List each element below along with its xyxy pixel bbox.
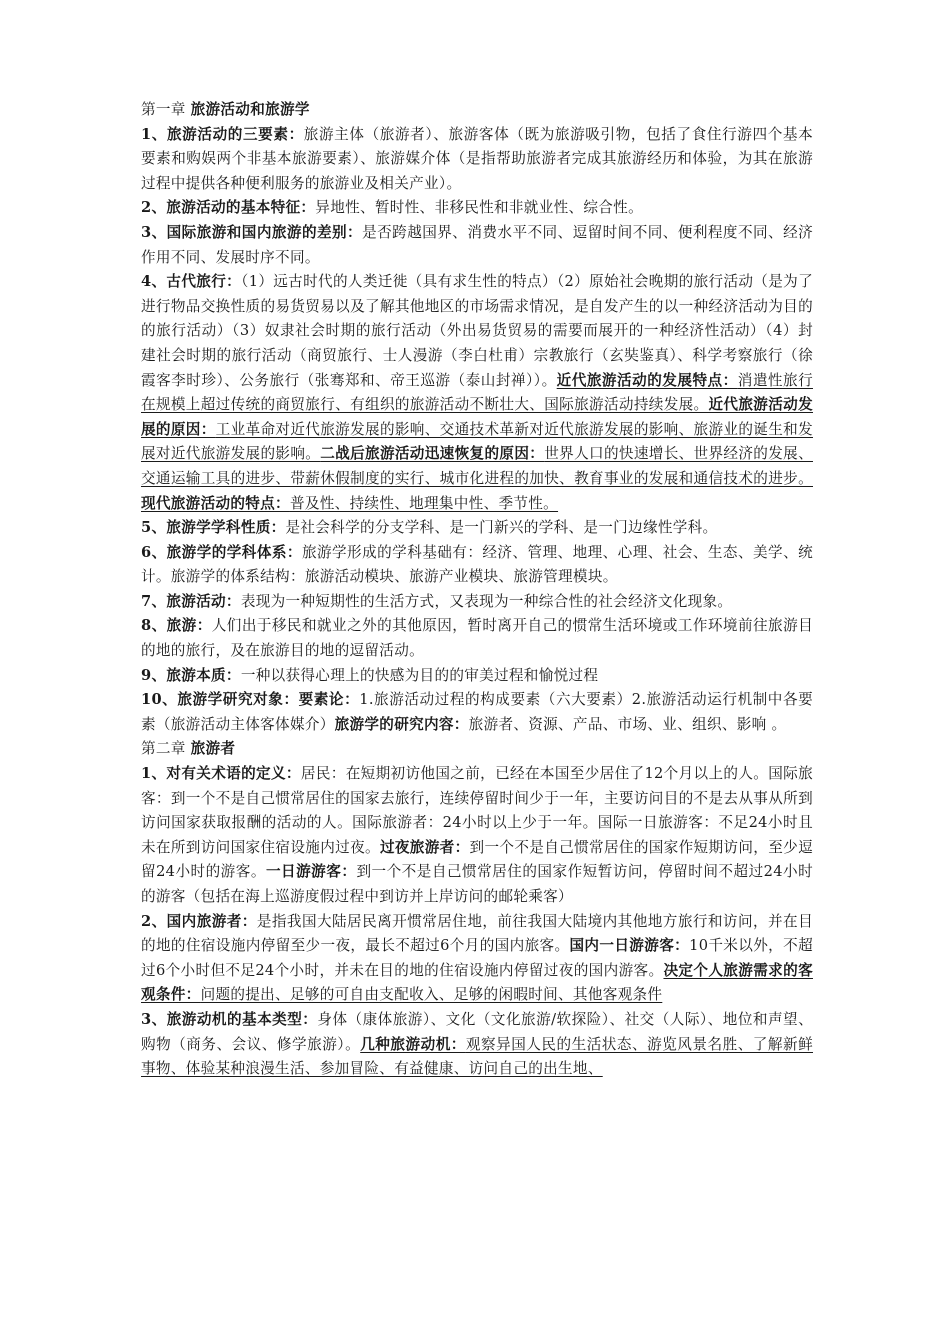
underlined-passage: 近代旅游活动的发展特点：消遣性旅行在规模上超过传统的商贸旅行、有组织的旅游活动不断壮大、国际旅游活动持续发展。近代旅游活动发展的原因：工业革命对近代旅游发展的影响、交通技术革新对近代旅游发展的影响、旅游业的诞生和发展对近代旅游发展的影响。二战后旅游活动迅速恢复的原因：世界人口的快速增长、世界经济的发展、交通运输工具的进步、带薪休假制度的实行、城市化进程的加快、教育事业的发展和通信技术的进步。现代旅游活动的特点：普及性、持续性、地理集中性、季节性。: [141, 371, 813, 512]
ch1-item-7: 7、旅游活动：表现为一种短期性的生活方式，又表现为一种综合性的社会经济文化现象。: [141, 592, 733, 610]
chapter-1-heading: 第一章 旅游活动和旅游学: [141, 101, 310, 118]
ch1-item-6: 6、旅游学的学科体系：旅游学形成的学科基础有：经济、管理、地理、心理、社会、生态、美学、统计。旅游学的体系结构：旅游活动模块、旅游产业模块、旅游管理模块。: [141, 543, 813, 586]
ch1-item-9: 9、旅游本质：一种以获得心理上的快感为目的的审美过程和愉悦过程: [141, 666, 599, 684]
chapter-1-title: 旅游活动和旅游学: [190, 101, 310, 118]
ch1-item-3: 3、国际旅游和国内旅游的差别：是否跨越国界、消费水平不同、逗留时间不同、便利程度不同、经济作用不同、发展时序不同。: [141, 223, 813, 266]
chapter-2-heading: 第二章 旅游者: [141, 740, 236, 758]
document-page: [141, 98, 813, 1082]
ch1-item-4: 4、古代旅行：（1）远古时代的人类迁徙（具有求生性的特点）（2）原始社会晚期的旅行活动（是为了进行物品交换性质的易货贸易以及了解其他地区的市场需求情况，是自发产生的以一种经济活动为目的的旅行活动）（3）奴隶社会时期的旅行活动（外出易货贸易的需要而展开的一种经济性活动）（4）封建社会时期的旅行活动（商贸旅行、士人漫游（李白杜甫）宗教旅行（玄奘鉴真）、科学考察旅行（徐霞客李时珍）、公务旅行（张骞郑和、帝王巡游（泰山封禅））。近代旅游活动的发展特点：消遣性旅行在规模上超过传统的商贸旅行、有组织的旅游活动不断壮大、国际旅游活动持续发展。近代旅游活动发展的原因：工业革命对近代旅游发展的影响、交通技术革新对近代旅游发展的影响、旅游业的诞生和发展对近代旅游发展的影响。二战后旅游活动迅速恢复的原因：世界人口的快速增长、世界经济的发展、交通运输工具的进步、带薪休假制度的实行、城市化进程的加快、教育事业的发展和通信技术的进步。现代旅游活动的特点：普及性、持续性、地理集中性、季节性。: [141, 273, 813, 512]
underlined-passage: 几种旅游动机：观察异国人民的生活状态、游览风景名胜、了解新鲜事物、体验某种浪漫生活、参加冒险、有益健康、访问自己的出生地、: [141, 1035, 813, 1078]
chapter-2-title: 旅游者: [190, 740, 236, 758]
ch2-item-2: 2、国内旅游者：是指我国大陆居民离开惯常居住地，前往我国大陆境内其他地方旅行和访问，并在目的地的住宿设施内停留至少一夜，最长不超过6个月的国内旅客。国内一日游游客：10千米以外，不超过6个小时但不足24个小时，并未在目的地的住宿设施内停留过夜的国内游客。决定个人旅游需求的客观条件：问题的提出、足够的可自由支配收入、足够的闲暇时间、其他客观条件: [141, 912, 813, 1004]
ch1-item-5: 5、旅游学学科性质：是社会科学的分支学科、是一门新兴的学科、是一门边缘性学科。: [141, 519, 718, 537]
underlined-passage: 决定个人旅游需求的客观条件：问题的提出、足够的可自由支配收入、足够的闲暇时间、其他客观条件: [141, 961, 813, 1004]
ch1-item-2: 2、旅游活动的基本特征：异地性、暂时性、非移民性和非就业性、综合性。: [141, 199, 643, 217]
ch1-item-1: 1、旅游活动的三要素：旅游主体（旅游者）、旅游客体（既为旅游吸引物，包括了食住行游四个基本要素和购娱两个非基本旅游要素）、旅游媒介体（是指帮助旅游者完成其旅游经历和体验，为其在旅游过程中提供各种便利服务的旅游业及相关产业）。: [141, 125, 813, 192]
ch2-item-3: 3、旅游动机的基本类型：身体（康体旅游）、文化（文化旅游/软探险）、社交（人际）、地位和声望、购物（商务、会议、修学旅游）。几种旅游动机：观察异国人民的生活状态、游览风景名胜、了解新鲜事物、体验某种浪漫生活、参加冒险、有益健康、访问自己的出生地、: [141, 1010, 813, 1078]
ch2-item-1: 1、对有关术语的定义：居民：在短期初访他国之前，已经在本国至少居住了12个月以上的人。国际旅客：到一个不是自己惯常居住的国家去旅行，连续停留时间少于一年，主要访问目的不是去从事从所到访问国家获取报酬的活动的人。国际旅游者：24小时以上少于一年。国际一日旅游客：不足24小时且未在所到访问国家住宿设施内过夜。过夜旅游者：到一个不是自己惯常居住的国家作短期访问，至少逗留24小时的游客。一日游游客：到一个不是自己惯常居住的国家作短暂访问，停留时间不超过24小时的游客（包括在海上巡游度假过程中到访并上岸访问的邮轮乘客）: [141, 765, 813, 905]
ch1-item-10: 10、旅游学研究对象：要素论：1.旅游活动过程的构成要素（六大要素）2.旅游活动运行机制中各要素（旅游活动主体客体媒介）旅游学的研究内容：旅游者、资源、产品、市场、业、组织、影响 。: [141, 691, 814, 733]
ch1-item-8: 8、旅游：人们出于移民和就业之外的其他原因，暂时离开自己的惯常生活环境或工作环境前往旅游目的地的旅行，及在旅游目的地的逗留活动。: [141, 617, 814, 660]
